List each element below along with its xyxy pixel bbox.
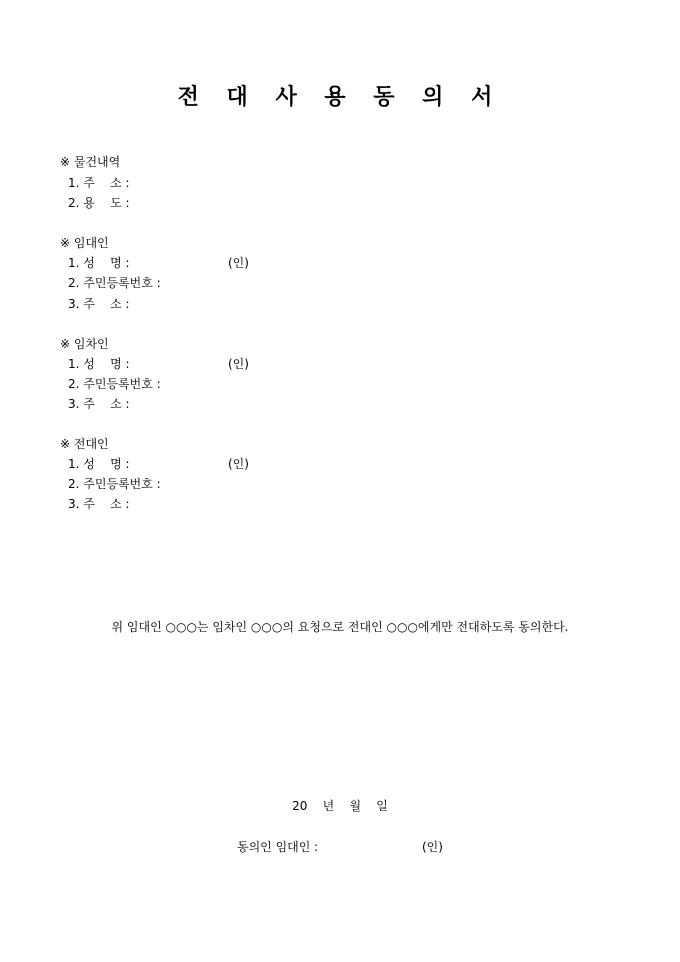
lessor-address-label: 3. 주 소 :	[68, 297, 130, 311]
sublessee-resident-number-label: 2. 주민등록번호 :	[68, 477, 161, 491]
consent-statement: 위 임대인 ○○○는 임차인 ○○○의 요청으로 전대인 ○○○에게만 전대하도록 동의한다.	[111, 620, 569, 634]
lessee-address-label: 3. 주 소 :	[68, 397, 130, 411]
sublessee-section-header: ※ 전대인	[60, 437, 109, 451]
lessee-seal-mark: (인)	[228, 357, 249, 371]
property-address-label: 1. 주 소 :	[68, 176, 130, 190]
lessor-resident-number-label: 2. 주민등록번호 :	[68, 276, 161, 290]
lessee-section-header: ※ 임차인	[60, 337, 109, 351]
sublessee-seal-mark: (인)	[228, 457, 249, 471]
signature-label: 동의인 임대인 :	[237, 840, 319, 854]
signature-seal-mark: (인)	[422, 840, 443, 854]
lessee-resident-number-label: 2. 주민등록번호 :	[68, 377, 161, 391]
date-line: 20 년 월 일	[292, 799, 388, 813]
lessor-section-header: ※ 임대인	[60, 236, 109, 250]
sublessee-address-label: 3. 주 소 :	[68, 497, 130, 511]
property-usage-label: 2. 용 도 :	[68, 196, 130, 210]
lessor-seal-mark: (인)	[228, 256, 249, 270]
lessee-name-label: 1. 성 명 :	[68, 357, 130, 371]
lessor-name-label: 1. 성 명 :	[68, 256, 130, 270]
sublessee-name-label: 1. 성 명 :	[68, 457, 130, 471]
property-section-header: ※ 물건내역	[60, 155, 121, 169]
document-title: 전 대 사 용 동 의 서	[177, 84, 503, 110]
